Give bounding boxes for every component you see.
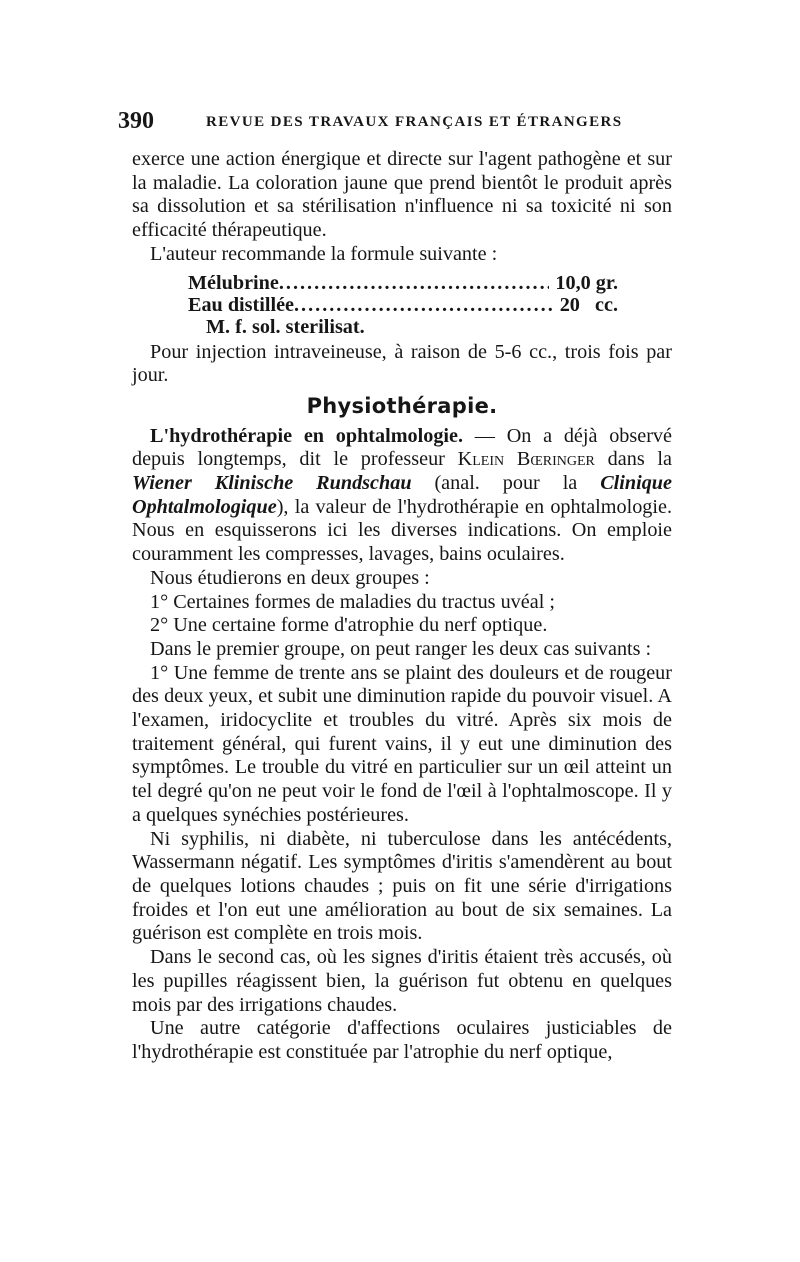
paragraph-case-1-continued: Ni syphilis, ni diabète, ni tuberculose dans les antécédents, Wassermann négatif. Les symptômes d'iritis s'amendèrent au bout de quelques lotions chaudes ; puis on fit une série d'irrigations froides et l'on eut une amélioration au bout de six semaines. La guérison est complète en trois mois. [132,827,672,945]
list-item-group-2: 2° Une certaine forme d'atrophie du nerf optique. [150,614,548,637]
paragraph-formula-intro: L'auteur recommande la formule suivante : [150,242,498,265]
paragraph-groups-intro: Nous étudierons en deux groupes : [150,566,430,589]
paragraph-case-2: Dans le second cas, où les signes d'iritis étaient très accusés, où les pupilles réagissent bien, la guérison fut obtenu en quelques mois par des irrigations chaudes. [132,946,672,1016]
list-item-group-1: 1° Certaines formes de maladies du tractus uvéal ; [150,590,555,613]
journal-name: Wiener Klinische Rundschau [132,472,412,495]
ingredient-quantity: 20 cc. [559,293,618,316]
paragraph-hydrotherapy [132,425,672,567]
section-heading: Physiothérapie. [306,393,498,418]
text-run: — On a déjà observé depuis longtemps, dit le professeur [132,424,672,471]
paragraph-first-group: Dans le premier groupe, on peut ranger les deux cas suivants : [150,637,652,660]
author-name: Klein Bœringer [457,448,595,471]
page-number: 390 [118,108,154,134]
leader-dots [279,272,550,294]
paragraph-dosage: Pour injection intraveineuse, à raison de 5-6 cc., trois fois par jour. [132,340,672,387]
text-run: ), la valeur de l'hydrothérapie en ophtalmologie. Nous en esquisserons ici les diverses indications. On emploie couramment les compresses, lavages, bains oculaires. [132,495,672,566]
running-header [118,108,678,142]
ingredient-quantity: 10,0 gr. [555,271,618,294]
paragraph-optic-atrophy: Une autre catégorie d'affections oculaires justiciables de l'hydrothérapie est constituée par l'atrophie du nerf optique, [132,1017,672,1063]
formula-instruction: M. f. sol. sterilisat. [206,315,365,338]
paragraph-case-1: 1° Une femme de trente ans se plaint des douleurs et de rougeur des deux yeux, et subit une diminution rapide du pouvoir visuel. A l'examen, iridocyclite et troubles du vitré. Après six mois de traitement général, qui furent vains, il y eut une diminution des symptômes. Le trouble du vitré en particulier sur un œil atteint un tel degré qu'on ne peut voir le fond de l'œil à l'ophtalmoscope. Il y a quelques synéchies postérieures. [132,661,672,826]
prescription-formula [188,272,618,338]
ingredient-name: Eau distillée [188,293,294,316]
leader-dots [294,294,554,316]
journal-name-clinique: Clinique Ophtalmologique [132,472,672,518]
text-run: dans la [594,448,673,471]
ingredient-name: Mélubrine [188,271,279,294]
text-run: (anal. pour la [411,472,601,495]
article-body [132,148,672,1065]
article-title: L'hydrothérapie en ophtalmologie. [150,424,464,447]
paragraph-continuation: exerce une action énergique et directe sur l'agent pathogène et sur la maladie. La coloration jaune que prend bientôt le produit après sa dissolution et sa stérilisation n'influence ni sa toxicité ni son efficacité thérapeutique. [132,148,672,242]
formula-row [188,294,618,316]
formula-row [188,272,618,294]
running-title: REVUE DES TRAVAUX FRANÇAIS ET ÉTRANGERS [206,114,623,130]
